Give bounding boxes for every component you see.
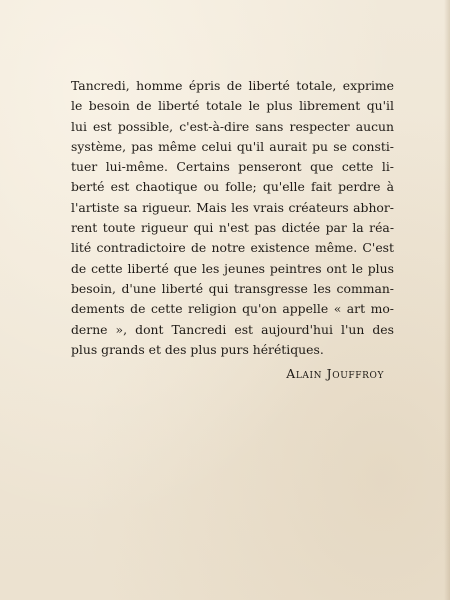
text-line: plus grands et des plus purs hérétiques. bbox=[71, 341, 324, 357]
text-line: derne », dont Tancredi est aujourd'hui l'un des bbox=[71, 321, 394, 337]
text-line: lui est possible, c'est-à-dire sans respecter aucun bbox=[71, 118, 394, 134]
text-line: berté est chaotique ou folle; qu'elle fait perdre à bbox=[71, 179, 394, 195]
page-edge-shadow bbox=[444, 0, 450, 600]
text-line: le besoin de liberté totale le plus librement qu'il bbox=[71, 98, 394, 114]
body-paragraph bbox=[71, 76, 394, 360]
text-line: Tancredi, homme épris de liberté totale, exprime bbox=[71, 78, 394, 93]
text-line: de cette liberté que les jeunes peintres ont le plus bbox=[71, 260, 394, 276]
text-line: rent toute rigueur qui n'est pas dictée par la réa- bbox=[71, 220, 394, 236]
text-line: dements de cette religion qu'on appelle « art mo- bbox=[71, 301, 394, 317]
text-line: besoin, d'une liberté qui transgresse les comman- bbox=[71, 280, 394, 296]
text-line: l'artiste sa rigueur. Mais les vrais créateurs abhor- bbox=[71, 199, 394, 215]
text-line: lité contradictoire de notre existence même. C'est bbox=[71, 240, 394, 256]
text-line: tuer lui-même. Certains penseront que cette li- bbox=[71, 159, 394, 175]
author-signature: Alain Jouffroy bbox=[286, 366, 384, 381]
text-line: système, pas même celui qu'il aurait pu se consti- bbox=[71, 138, 394, 154]
